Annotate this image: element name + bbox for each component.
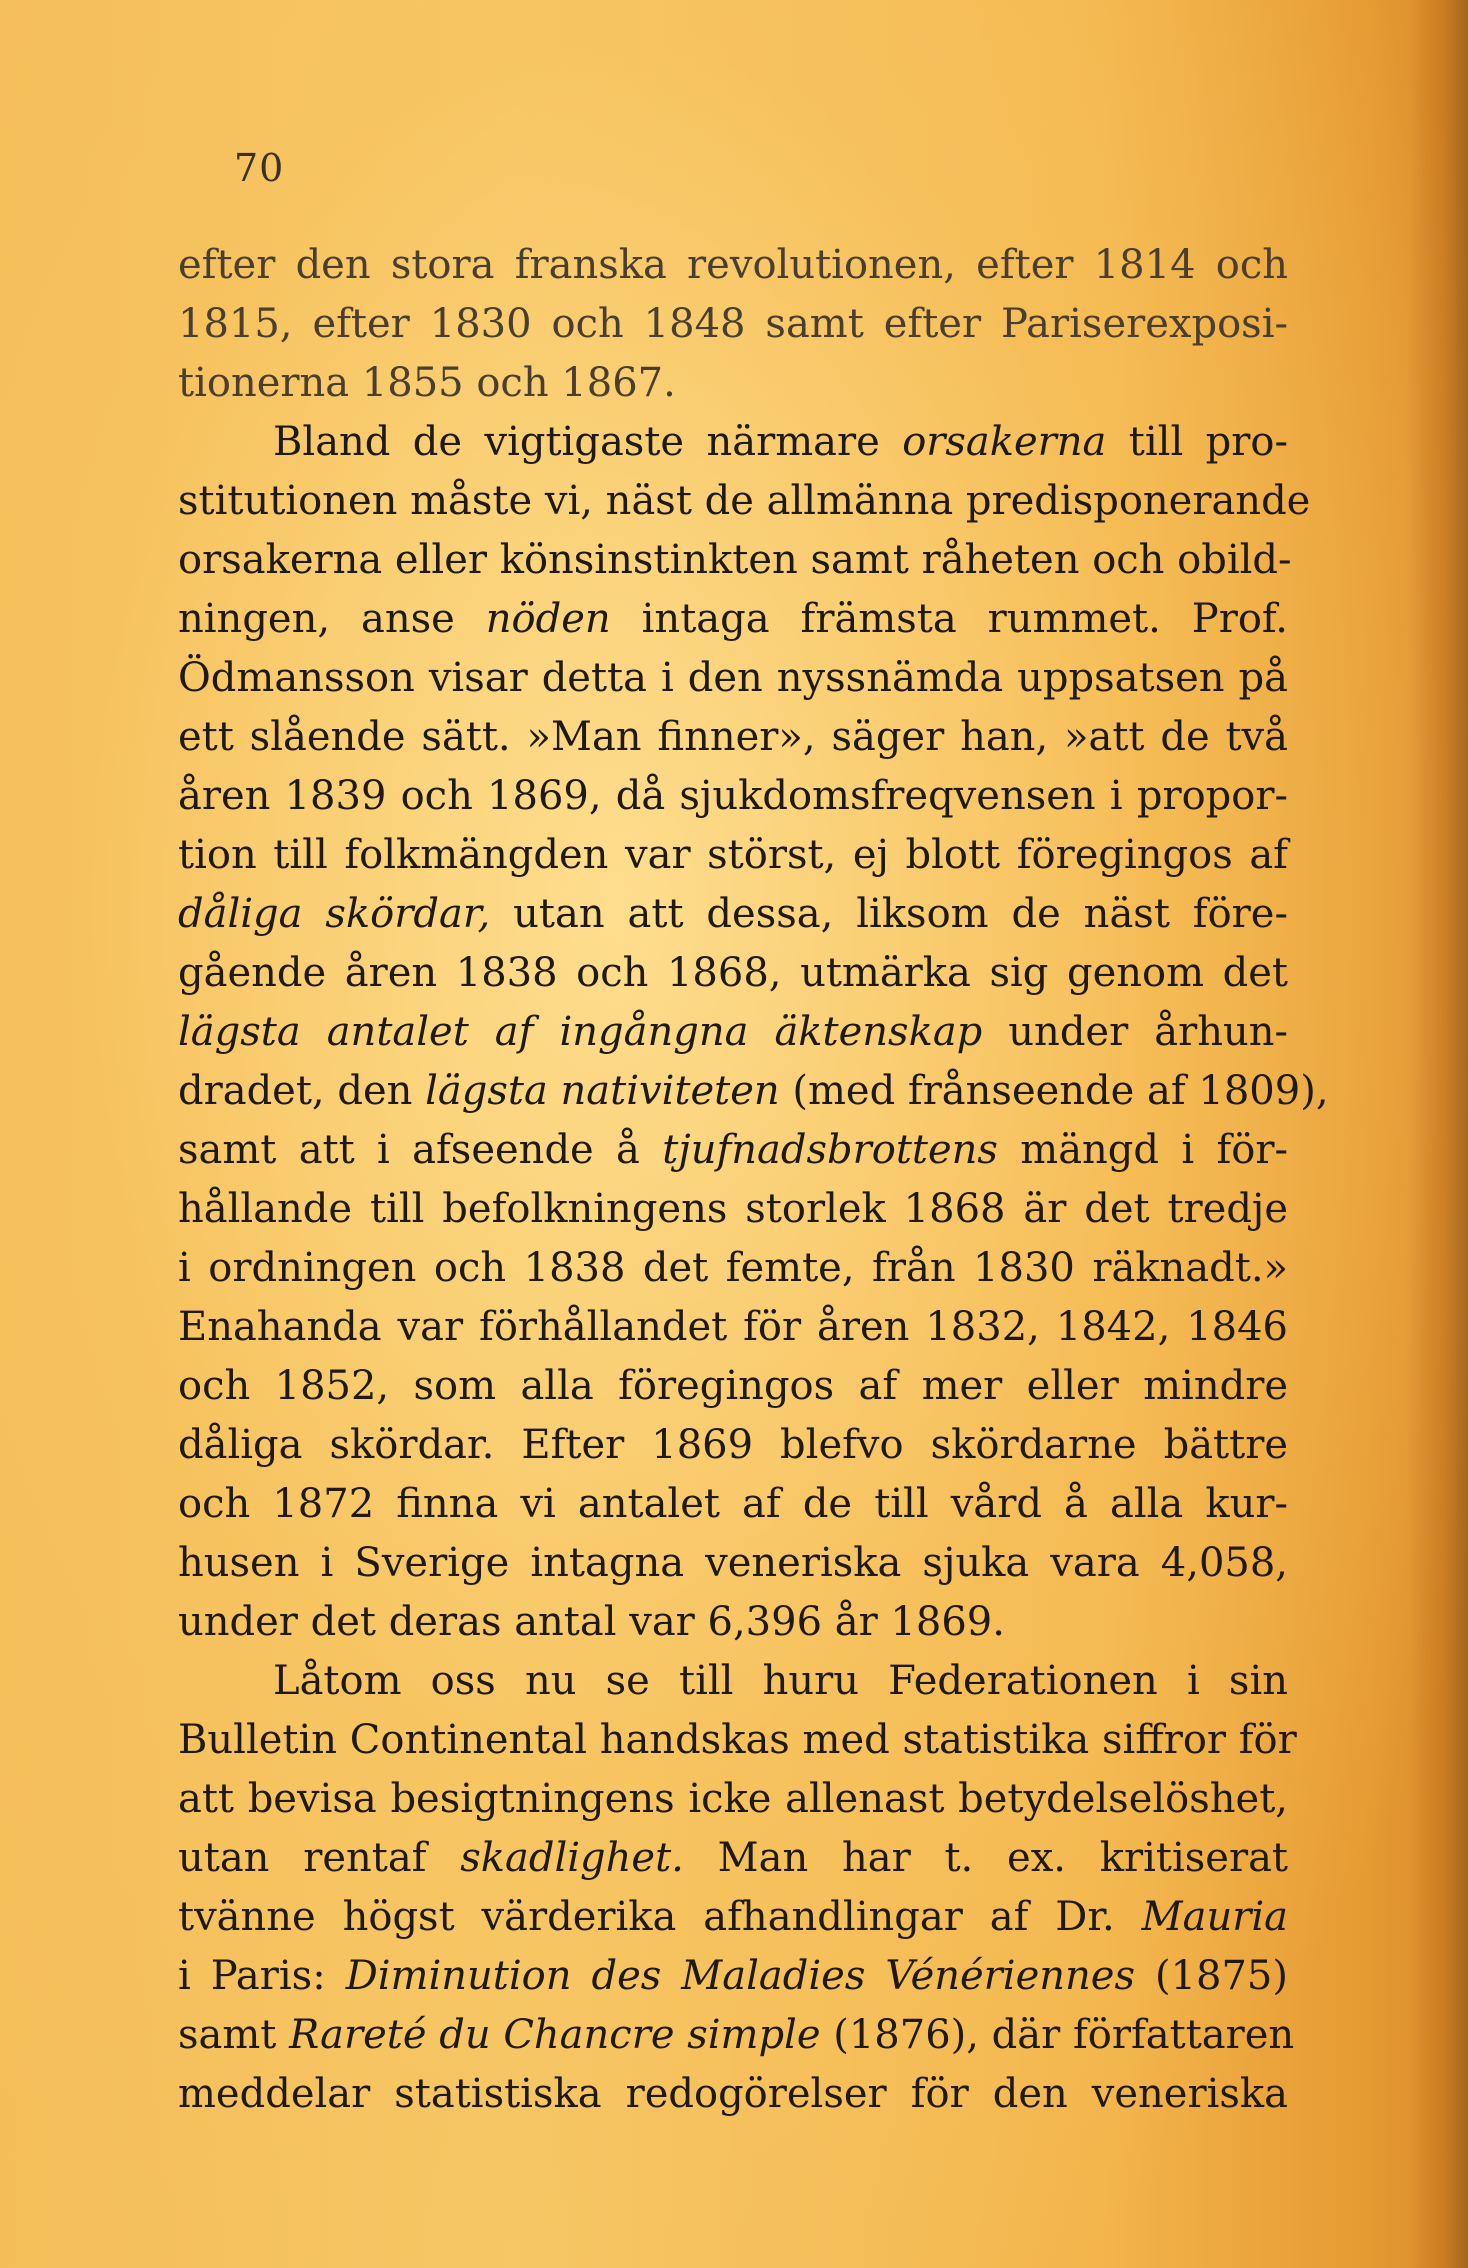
text-segment: utan att dessa, liksom de näst före- [490,891,1288,937]
text-line [178,1062,1329,1121]
text-segment: hållande till befolkningens storlek 1868 är det tredje [178,1186,1288,1232]
text-segment: (1876), där författaren [820,2012,1295,2058]
text-line [178,885,1288,944]
italic-segment: dåliga skördar, [178,891,491,937]
text-line [178,354,1288,413]
text-line [178,1829,1288,1888]
body-text [178,236,1329,2124]
page-number: 70 [234,146,285,190]
text-line [178,236,1288,295]
text-line [178,1357,1288,1416]
text-line [178,826,1288,885]
text-segment: dåliga skördar. Efter 1869 blefvo skördarne bättre [178,1422,1288,1468]
text-line [178,590,1288,649]
italic-segment: Mauria [1141,1894,1288,1940]
text-segment: orsakerna eller könsinstinkten samt råheten och obild- [178,537,1292,583]
text-segment: i ordningen och 1838 det femte, från 1830 räknadt.» [178,1245,1288,1291]
text-line [178,1534,1288,1593]
text-segment: Låtom oss nu se till huru Federationen i sin [273,1658,1288,1704]
text-segment: meddelar statistiska redogörelser för den veneriska [178,2071,1288,2117]
text-segment: efter den stora franska revolutionen, efter 1814 och [178,242,1288,288]
text-line [178,472,1311,531]
text-line [178,1652,1288,1711]
text-line [178,2006,1295,2065]
text-segment: ett slående sätt. »Man finner», säger han, »att de två [178,714,1288,760]
text-segment: och 1852, som alla föregingos af mer eller mindre [178,1363,1288,1409]
text-line [178,1475,1288,1534]
text-segment: tionerna 1855 och 1867. [178,360,676,406]
text-line [178,1770,1288,1829]
italic-segment: lägsta nativiteten [425,1068,780,1114]
text-line [178,1947,1288,2006]
italic-segment: tjufnadsbrottens [662,1127,998,1173]
text-line [178,708,1288,767]
text-line [178,1711,1297,1770]
text-segment: och 1872 finna vi antalet af de till vård å alla kur- [178,1481,1288,1527]
text-line [178,1888,1288,1947]
text-segment: under århun- [982,1009,1289,1055]
text-segment: tion till folkmängden var störst, ej blott föregingos af [178,832,1288,878]
text-segment: i Paris: [178,1953,346,1999]
text-segment: Enahanda var förhållandet för åren 1832, 1842, 1846 [178,1304,1288,1350]
page-edge-shadow [1408,0,1468,2268]
text-segment: husen i Sverige intagna veneriska sjuka vara 4,058, [178,1540,1288,1586]
text-segment: samt [178,2012,290,2058]
text-segment: tvänne högst värderika afhandlingar af Dr. [178,1894,1142,1940]
text-segment: stitutionen måste vi, näst de allmänna predisponerande [178,478,1311,524]
text-line [178,1121,1288,1180]
text-segment: ningen, anse [178,596,486,642]
text-line [178,531,1292,590]
text-segment: under det deras antal var 6,396 år 1869. [178,1599,1005,1645]
text-segment: (1875) [1134,1953,1288,1999]
text-segment: mängd i för- [997,1127,1288,1173]
text-segment: till pro- [1106,419,1288,465]
text-segment: utan rentaf [178,1835,461,1881]
text-segment: samt att i afseende å [178,1127,663,1173]
text-line [178,1180,1288,1239]
text-line [178,649,1288,708]
text-segment: 1815, efter 1830 och 1848 samt efter Pariserexposi- [178,301,1288,347]
text-line [178,413,1288,472]
text-line [178,1298,1288,1357]
text-segment: gående åren 1838 och 1868, utmärka sig genom det [178,950,1288,996]
italic-segment: orsakerna [902,419,1107,465]
text-segment: Bland de vigtigaste närmare [273,419,903,465]
text-line [178,767,1288,826]
text-segment: Man har t. ex. kritiserat [683,1835,1288,1881]
text-line [178,295,1288,354]
italic-segment: Diminution des Maladies Vénériennes [345,1953,1135,1999]
text-segment: Ödmansson visar detta i den nyssnämda uppsatsen på [178,655,1288,701]
text-line [178,944,1288,1003]
text-segment: Bulletin Continental handskas med statistika siffror för [178,1717,1297,1763]
text-line [178,1416,1288,1475]
text-segment: åren 1839 och 1869, då sjukdomsfreqvensen i propor- [178,773,1288,819]
italic-segment: lägsta antalet af ingångna äktenskap [178,1009,983,1055]
italic-segment: skadlighet. [460,1835,684,1881]
text-line [178,1239,1288,1298]
italic-segment: nöden [485,596,611,642]
text-line [178,2065,1288,2124]
text-segment: (med frånseende af 1809), [779,1068,1329,1114]
text-line [178,1003,1288,1062]
text-segment: dradet, den [178,1068,426,1114]
italic-segment: Rareté du Chancre simple [289,2012,821,2058]
text-segment: intaga främsta rummet. Prof. [610,596,1289,642]
text-segment: att bevisa besigtningens icke allenast betydelselöshet, [178,1776,1288,1822]
text-line [178,1593,1288,1652]
